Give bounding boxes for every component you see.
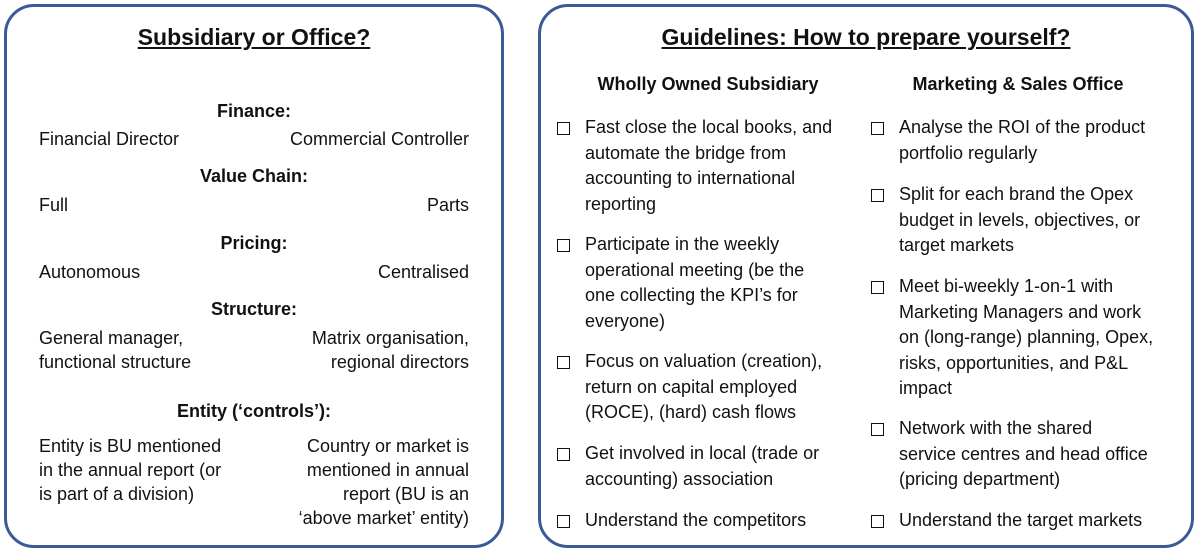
checkbox-icon	[871, 281, 884, 294]
subsidiary-item-text: Participate in the weekly operational meeting (be the one collecting the KPI’s for everyone)	[585, 234, 805, 331]
entity-right: Country or market is mentioned in annual report (BU is an ‘above market’ entity)	[298, 436, 469, 528]
checkbox-icon	[871, 189, 884, 202]
checkbox-icon	[557, 515, 570, 528]
checkbox-icon	[557, 448, 570, 461]
value-chain-left: Full	[39, 195, 69, 215]
checkbox-icon	[557, 356, 570, 369]
finance-heading: Finance:	[216, 101, 291, 121]
structure-right: Matrix organisation, regional directors	[311, 328, 469, 372]
guidelines-panel	[538, 4, 1194, 548]
office-item-text: Analyse the ROI of the product portfolio regularly	[899, 117, 1146, 163]
pricing-left: Autonomous	[39, 262, 141, 282]
subsidiary-item-text: Get involved in local (trade or accounting) association	[585, 443, 820, 489]
wholly-owned-subsidiary-heading: Wholly Owned Subsidiary	[597, 74, 819, 94]
office-item-text: Network with the shared service centres and head office (pricing department)	[899, 418, 1148, 489]
finance-left: Financial Director	[39, 129, 180, 149]
pricing-right: Centralised	[377, 262, 469, 282]
checkbox-icon	[557, 122, 570, 135]
right-panel-title: Guidelines: How to prepare yourself?	[661, 24, 1071, 50]
entity-left: Entity is BU mentioned in the annual report (or is part of a division)	[39, 436, 222, 504]
checkbox-icon	[557, 239, 570, 252]
finance-right: Commercial Controller	[289, 129, 469, 149]
value-chain-heading: Value Chain:	[199, 166, 309, 186]
office-item-text: Understand the target markets	[899, 510, 1143, 530]
checkbox-icon	[871, 423, 884, 436]
checkbox-icon	[871, 122, 884, 135]
office-item-text: Meet bi-weekly 1-on-1 with Marketing Managers and work on (long-range) planning, Opex, risks, opportunities, and P&L impact	[899, 276, 1154, 398]
structure-left: General manager, functional structure	[39, 328, 192, 372]
left-panel-title: Subsidiary or Office?	[137, 24, 371, 50]
pricing-heading: Pricing:	[220, 233, 288, 253]
structure-heading: Structure:	[210, 299, 297, 319]
subsidiary-item-text: Focus on valuation (creation), return on capital employed (ROCE), (hard) cash flows	[585, 351, 823, 422]
subsidiary-item-text: Fast close the local books, and automate the bridge from accounting to international reporting	[585, 117, 833, 214]
subsidiary-item-text: Understand the competitors	[585, 510, 807, 530]
checkbox-icon	[871, 515, 884, 528]
subsidiary-or-office-panel	[4, 4, 504, 548]
office-item-text: Split for each brand the Opex budget in levels, objectives, or target markets	[899, 184, 1141, 255]
entity-heading: Entity (‘controls’):	[177, 401, 331, 421]
marketing-sales-office-heading: Marketing & Sales Office	[912, 74, 1124, 94]
value-chain-right: Parts	[426, 195, 469, 215]
